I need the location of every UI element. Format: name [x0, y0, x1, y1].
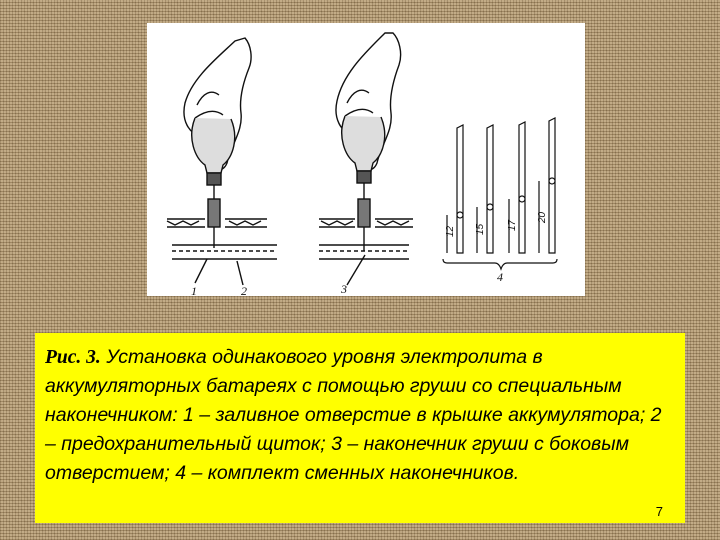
callout-2: 2 [241, 284, 247, 296]
replacement-tips [443, 118, 557, 269]
figure-illustration [147, 23, 585, 296]
tip-length-20: 20 [537, 211, 548, 223]
caption-body: Установка одинакового уровня электролита в аккумуляторных батареях с помощью груши со специальным наконечником: 1 – заливное отверстие в крышке аккумулятора; 2 – предохранительный щиток; 3 – наконечник груши с боковым отверстием; 4 – комплект сменных наконечников. [45, 346, 662, 484]
caption-label: Рис. 3. [45, 347, 101, 368]
callout-4: 4 [497, 270, 503, 284]
bulb-syringe-drawing [147, 23, 585, 296]
tip-length-17: 17 [507, 219, 518, 231]
figure-caption [45, 343, 675, 488]
tip-length-15: 15 [475, 223, 486, 235]
slide-number: 7 [655, 504, 663, 519]
bulb-left [192, 118, 235, 173]
caption-box [35, 333, 685, 523]
bulb-center [342, 116, 385, 171]
callout-1: 1 [191, 284, 197, 296]
callout-3: 3 [341, 282, 347, 296]
tip-length-12: 12 [445, 225, 456, 237]
